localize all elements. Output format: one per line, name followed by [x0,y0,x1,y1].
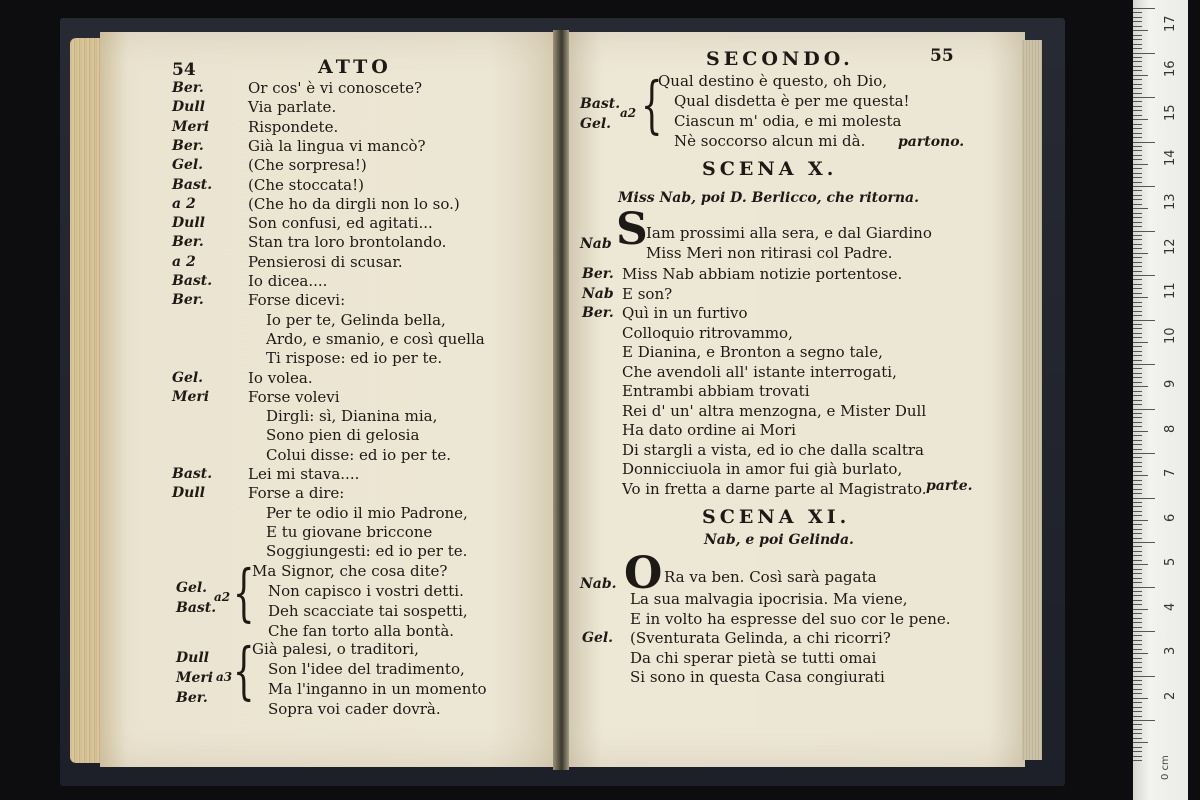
dialogue-line: Ardo, e smanio, e così quella [266,329,485,348]
ruler-tick [1133,119,1148,120]
dialogue-line: Forse a dire: [248,484,345,503]
ruler-tick [1133,346,1142,347]
speaker-label: Bast. [172,273,213,289]
ruler-tick [1133,110,1142,111]
duet-speaker-gel: Gel. [580,116,612,132]
ruler-tick [1133,684,1142,685]
ruler-tick [1133,653,1148,654]
ruler-tick [1133,373,1142,374]
ruler-tick [1133,635,1142,636]
chorus1-line: Che fan torto alla bontà. [268,622,455,640]
ruler-tick [1133,578,1142,579]
ruler-tick [1133,351,1142,352]
ruler-tick [1133,409,1155,410]
dialogue-line: Vo in fretta a darne parte al Magistrato. [622,479,927,498]
ruler-tick [1133,404,1142,405]
ruler-tick [1133,413,1142,414]
ruler-tick [1133,284,1142,285]
ruler-tick [1133,724,1142,725]
ruler-tick [1133,662,1142,663]
ruler-tick [1133,88,1142,89]
ruler-tick [1133,671,1142,672]
ruler-tick [1133,48,1142,49]
ruler-tick [1133,275,1155,276]
ruler-tick [1133,93,1142,94]
speaker-label: Ber. [172,80,204,96]
dialogue-line: Lei mi stava.... [248,465,360,483]
dialogue-line: (Che sorpresa!) [248,156,367,175]
ruler-tick [1133,515,1142,516]
dialogue-line: Rei d' un' altra menzogna, e Mister Dull [622,401,927,420]
duet-line: Qual destino è questo, oh Dio, [658,72,888,90]
right-page-number: 55 [930,46,954,66]
dialogue-line: Io dicea.... [248,272,328,290]
ruler-tick [1133,747,1142,748]
scene11-caption: Nab, e poi Gelinda. [704,532,854,548]
ruler-number: 7 [1163,468,1178,477]
dialogue-line: Sono pien di gelosia [266,426,420,445]
ruler-tick [1133,462,1142,463]
dialogue-line: Entrambi abbiam trovati [622,382,810,400]
ruler-tick [1133,582,1142,583]
dialogue-line: Forse volevi [248,387,340,406]
duet-exit-direction: partono. [898,134,965,150]
ruler-number: 17 [1163,15,1178,32]
ruler-tick [1133,75,1148,76]
ruler-tick [1133,377,1142,378]
ruler-tick [1133,271,1142,272]
chorus2-speaker-dull: Dull [176,650,209,666]
ruler-tick [1133,382,1142,383]
ruler-tick [1133,395,1142,396]
ruler-tick [1133,604,1142,605]
ruler-tick [1133,124,1142,125]
dialogue-line: Ti rispose: ed io per te. [266,349,443,368]
dialogue-line: E tu giovane briccone [266,522,433,541]
ruler-tick [1133,457,1142,458]
ruler-tick [1133,649,1142,650]
ruler-tick [1133,320,1155,321]
scene10-first-line: Miss Meri non ritirasi col Padre. [646,244,893,262]
ruler-tick [1133,8,1155,9]
ruler-tick [1133,498,1155,499]
speaker-label: Ber. [172,137,204,154]
chorus1-line: Non capisco i vostri detti. [268,582,464,600]
ruler-tick [1133,35,1142,36]
ruler-number: 14 [1163,148,1178,166]
speaker-label: Bast. [172,466,213,482]
speaker-label: Dull [172,485,205,502]
speaker-label: Gel. [172,369,204,386]
ruler-tick [1133,529,1142,530]
ruler-tick [1133,417,1142,418]
scene11-speaker-nab: Nab. [580,576,617,592]
ruler-tick [1133,333,1142,334]
ruler-tick [1133,137,1142,138]
ruler-tick [1133,386,1148,387]
dialogue-line: Via parlate. [248,98,337,117]
ruler-tick [1133,533,1142,534]
dialogue-line: Miss Nab abbiam notizie portentose. [622,265,903,283]
ruler-tick [1133,702,1142,703]
ruler-tick [1133,17,1142,18]
scene11-drop-cap: O [624,548,663,599]
ruler-tick [1133,279,1142,280]
dialogue-line: Soggiungesti: ed io per te. [266,542,468,561]
ruler-tick [1133,204,1142,205]
ruler-tick [1133,627,1142,628]
dialogue-line: (Che ho da dirgli non lo so.) [248,194,460,213]
speaker-label: Meri [172,388,210,405]
ruler-number: 8 [1163,424,1178,433]
ruler-tick [1133,640,1142,641]
ruler-tick [1133,466,1142,467]
ruler-tick [1133,66,1142,67]
ruler-tick [1133,729,1142,730]
ruler-tick [1133,297,1148,298]
ruler-tick [1133,115,1142,116]
duet-brace: { [640,68,663,141]
ruler-tick [1133,173,1142,174]
ruler-tick [1133,609,1148,610]
ruler-tick [1133,538,1142,539]
speaker-label: Ber. [172,292,204,309]
speaker-label: Ber. [172,234,204,251]
ruler-number: 4 [1163,602,1178,611]
dialogue-line: Son confusi, ed agitati... [248,214,433,233]
ruler-tick [1133,190,1142,191]
ruler-number: 15 [1163,104,1178,121]
ruler-tick [1133,355,1142,356]
ruler-tick [1133,164,1148,165]
ruler-tick [1133,613,1142,614]
ruler-tick [1133,453,1155,454]
ruler-tick [1133,480,1142,481]
ruler-tick [1133,21,1142,22]
ruler-tick [1133,133,1142,134]
chorus2-brace: { [232,634,255,707]
ruler-tick [1133,444,1142,445]
ruler-tick [1133,689,1142,690]
ruler-tick [1133,720,1155,721]
ruler-tick [1133,226,1142,227]
speaker-label: a 2 [172,195,196,212]
ruler-tick [1133,698,1148,699]
speaker-label: Ber. [582,266,614,282]
chorus2-line: Già palesi, o traditori, [252,640,419,658]
dialogue-line: Colloquio ritrovammo, [622,323,793,342]
ruler-number: 10 [1163,326,1178,344]
chorus1-speaker-bast: Bast. [176,600,217,616]
ruler-tick [1133,573,1142,574]
ruler-tick [1133,257,1142,258]
ruler-tick [1133,738,1142,739]
speaker-label: Gel. [172,157,204,174]
ruler-tick [1133,311,1142,312]
dialogue-line: Stan tra loro brontolando. [248,233,447,252]
ruler-tick [1133,693,1142,694]
scene10-title: SCENA X. [702,158,838,180]
ruler-tick [1133,235,1142,236]
ruler-number: 9 [1163,379,1178,388]
ruler-tick [1133,440,1142,441]
ruler-tick [1133,293,1142,294]
ruler-tick [1133,159,1142,160]
dialogue-line: Forse dicevi: [248,291,346,310]
ruler-tick [1133,391,1142,392]
ruler-tick [1133,587,1155,588]
ruler-tick [1133,707,1142,708]
ruler-tick [1133,368,1142,369]
ruler-tick [1133,658,1142,659]
ruler-tick [1133,288,1142,289]
ruler-tick [1133,150,1142,151]
ruler-tick [1133,306,1142,307]
ruler-tick [1133,57,1142,58]
ruler-tick [1133,435,1142,436]
chorus2-line: Son l'idee del tradimento, [268,660,465,678]
ruler-tick [1133,262,1142,263]
ruler-unit-label: 0 cm [1160,755,1171,780]
ruler-tick [1133,569,1142,570]
ruler-number: 3 [1163,646,1178,655]
speaker-label: Bast. [172,176,213,193]
ruler-tick [1133,302,1142,303]
ruler-tick [1133,208,1148,209]
ruler-tick [1133,546,1142,547]
ruler-tick [1133,618,1142,619]
dialogue-line: E son? [622,284,673,303]
dialogue-line: Si sono in questa Casa congiurati [630,668,885,686]
ruler-tick [1133,644,1142,645]
duet-speaker-bast: Bast. [580,96,621,112]
ruler-tick [1133,493,1142,494]
ruler-tick [1133,213,1142,214]
ruler-tick [1133,84,1142,85]
ruler-tick [1133,742,1148,743]
dialogue-line: Che avendoli all' istante interrogati, [622,362,897,381]
speaker-label: a 2 [172,253,196,270]
ruler-tick [1133,97,1155,98]
ruler-tick [1133,315,1142,316]
ruler-number: 11 [1163,282,1178,299]
dialogue-line: Ha dato ordine ai Mori [622,421,796,439]
ruler-tick [1133,431,1148,432]
ruler-tick [1133,422,1142,423]
ruler-tick [1133,266,1142,267]
ruler-tick [1133,489,1142,490]
chorus2-speaker-ber: Ber. [176,690,208,706]
ruler-tick [1133,30,1148,31]
scene10-drop-cap: S [616,204,648,255]
chorus2-speaker-meri: Meri [176,670,214,686]
scene10-caption: Miss Nab, poi D. Berlicco, che ritorna. [618,190,919,206]
chorus2-a3-mark: a3 [216,670,233,684]
chorus1-a2-mark: a2 [214,590,231,604]
ruler-tick [1133,53,1155,54]
ruler-tick [1133,542,1155,543]
dialogue-line: Rispondete. [248,117,339,136]
ruler-tick [1133,146,1142,147]
dialogue-line: Di stargli a vista, ed io che dalla scaltra [622,440,924,459]
ruler-tick [1133,449,1142,450]
ruler-number: 5 [1163,557,1178,566]
speaker-label: Ber. [582,305,614,321]
dialogue-line: (Che stoccata!) [248,175,364,194]
left-running-head: ATTO [318,56,392,78]
dialogue-line: E Dianina, e Bronton a segno tale, [622,343,883,361]
ruler-tick [1133,506,1142,507]
ruler-tick [1133,239,1142,240]
ruler-tick [1133,39,1142,40]
ruler-tick [1133,61,1142,62]
ruler-tick [1133,253,1148,254]
ruler-tick [1133,600,1142,601]
ruler-tick [1133,733,1142,734]
scene11-title: SCENA XI. [702,506,851,528]
ruler-tick [1133,756,1142,757]
ruler-tick [1133,177,1142,178]
ruler-tick [1133,168,1142,169]
chorus1-speaker-gel: Gel. [176,580,208,596]
book-gutter [553,30,569,770]
ruler-number: 2 [1163,691,1178,700]
ruler-number: 13 [1163,193,1178,210]
duet-line: Ciascun m' odia, e mi molesta [674,112,902,130]
ruler-tick [1133,337,1142,338]
ruler-number: 16 [1163,59,1178,77]
ruler-tick [1133,400,1142,401]
ruler-tick [1133,667,1142,668]
chorus1-line: Ma Signor, che cosa dite? [252,562,448,580]
ruler-tick [1133,622,1142,623]
speaker-label: Dull [172,99,205,116]
ruler-tick [1133,328,1142,329]
dialogue-line: Colui disse: ed io per te. [266,445,451,464]
ruler-tick [1133,79,1142,80]
speaker-label: Nab [582,285,614,302]
scene10-first-line: Iam prossimi alla sera, e dal Giardino [646,224,932,242]
ruler-tick [1133,195,1142,196]
scene11-first-line: Ra va ben. Così sarà pagata [664,568,877,586]
page-edges-right [1022,40,1042,760]
chorus1-line: Deh scacciate tai sospetti, [268,602,468,620]
ruler-tick [1133,751,1142,752]
ruler-tick [1133,471,1142,472]
ruler-tick [1133,364,1155,365]
ruler-tick [1133,680,1142,681]
ruler-tick [1133,760,1142,761]
ruler-tick [1133,222,1142,223]
ruler-tick [1133,248,1142,249]
ruler-tick [1133,244,1142,245]
ruler-tick [1133,106,1142,107]
ruler-tick [1133,520,1148,521]
ruler-number: 6 [1163,513,1178,522]
ruler-tick [1133,182,1142,183]
duet-line: Nè soccorso alcun mi dà. [674,132,866,150]
left-page-number: 54 [172,60,196,80]
ruler-tick [1133,101,1142,102]
ruler-tick [1133,564,1148,565]
ruler-tick [1133,142,1155,143]
ruler-tick [1133,595,1142,596]
scene10-exit-direction: parte. [926,478,973,494]
ruler-number: 12 [1163,237,1178,255]
ruler-tick [1133,186,1155,187]
scene11-first-line: La sua malvagia ipocrisia. Ma viene, [630,590,908,608]
chorus2-line: Sopra voi cader dovrà. [268,700,441,718]
scene11-first-line: E in volto ha espresse del suo cor le pene. [630,610,951,628]
duet-line: Qual disdetta è per me questa! [674,92,910,110]
ruler-tick [1133,12,1142,13]
ruler-tick [1133,217,1142,218]
chorus2-line: Ma l'inganno in un momento [268,680,487,698]
dialogue-line: Io per te, Gelinda bella, [266,310,446,329]
dialogue-line: Donnicciuola in amor fui già burlato, [622,460,903,478]
ruler-tick [1133,511,1142,512]
ruler-tick [1133,676,1155,677]
ruler-tick [1133,716,1142,717]
dialogue-line: Già la lingua vi mancò? [248,136,426,155]
dialogue-line: Quì in un furtivo [622,304,748,322]
ruler-tick [1133,555,1142,556]
speaker-label: Dull [172,215,205,232]
ruler-tick [1133,711,1142,712]
dialogue-line: Io volea. [248,368,313,387]
ruler-tick [1133,199,1142,200]
ruler-tick [1133,426,1142,427]
ruler-tick [1133,128,1142,129]
ruler-tick [1133,475,1148,476]
ruler-tick [1133,70,1142,71]
ruler-tick [1133,560,1142,561]
dialogue-line: (Sventurata Gelinda, a chi ricorri? [630,629,891,647]
ruler-tick [1133,360,1142,361]
ruler-tick [1133,342,1148,343]
ruler-tick [1133,155,1142,156]
dialogue-line: Per te odio il mio Padrone, [266,503,468,522]
ruler-tick [1133,502,1142,503]
ruler-tick [1133,231,1155,232]
ruler-tick [1133,591,1142,592]
chorus1-brace: { [232,556,255,629]
ruler-tick [1133,26,1142,27]
dialogue-line: Da chi sperar pietà se tutti omai [630,648,877,667]
ruler-tick [1133,631,1155,632]
dialogue-line: Pensierosi di scusar. [248,252,403,271]
duet-a2-mark: a2 [620,106,637,120]
scene10-speaker-nab: Nab [580,236,612,252]
speaker-label: Gel. [582,630,614,646]
speaker-label: Meri [172,118,210,135]
right-running-head: SECONDO. [706,48,854,70]
ruler-tick [1133,484,1142,485]
dialogue-line: Dirgli: sì, Dianina mia, [266,407,438,426]
ruler-tick [1133,551,1142,552]
ruler-tick [1133,524,1142,525]
ruler-tick [1133,324,1142,325]
dialogue-line: Or cos' è vi conoscete? [248,79,422,97]
ruler-tick [1133,44,1142,45]
